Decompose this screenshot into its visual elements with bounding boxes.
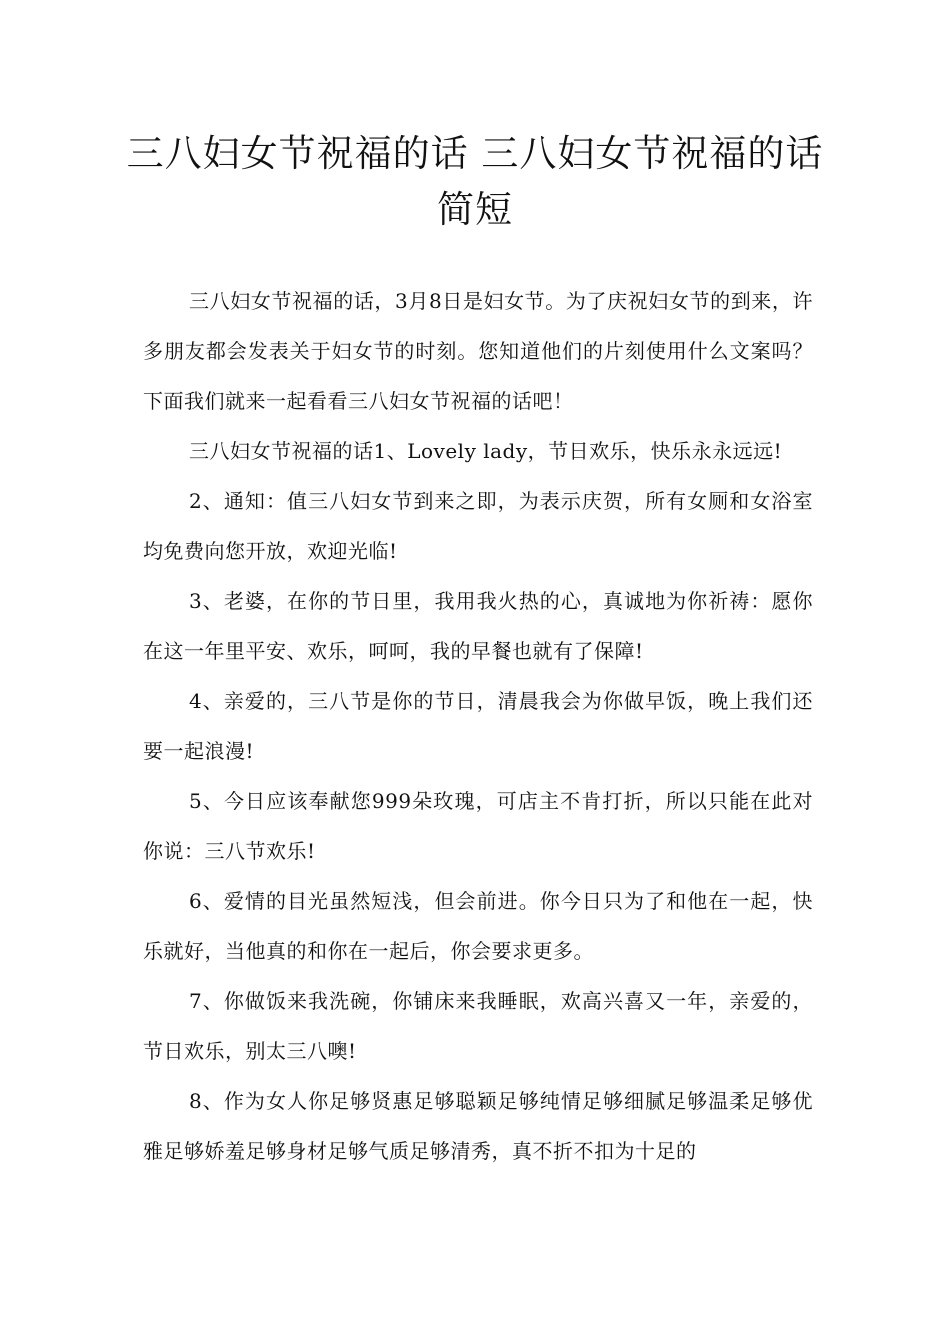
paragraph-1: 三八妇女节祝福的话1、Lovely lady，节日欢乐，快乐永永远远! [189, 439, 783, 463]
document-title: 三八妇女节祝福的话 三八妇女节祝福的话简短 [126, 132, 824, 231]
paragraph-2: 2、通知：值三八妇女节到来之即，为表示庆贺，所有女厕和女浴室均免费向您开放，欢迎光临! [143, 489, 813, 563]
paragraph-7: 7、你做饭来我洗碗，你铺床来我睡眠，欢高兴喜又一年，亲爱的，节日欢乐，别太三八噢! [143, 989, 813, 1063]
paragraph-4: 4、亲爱的，三八节是你的节日，清晨我会为你做早饭，晚上我们还要一起浪漫! [143, 689, 813, 763]
paragraph-5: 5、今日应该奉献您999朵玫瑰，可店主不肯打折，所以只能在此对你说：三八节欢乐! [143, 789, 813, 863]
paragraph-8: 8、作为女人你足够贤惠足够聪颖足够纯情足够细腻足够温柔足够优雅足够娇羞足够身材足够气质足够清秀，真不折不扣为十足的 [143, 1089, 813, 1163]
paragraph-6: 6、爱情的目光虽然短浅，但会前进。你今日只为了和他在一起，快乐就好，当他真的和你在一起后，你会要求更多。 [143, 889, 813, 963]
document-body [143, 276, 813, 1176]
paragraph-3: 3、老婆，在你的节日里，我用我火热的心，真诚地为你祈祷：愿你在这一年里平安、欢乐，呵呵，我的早餐也就有了保障! [143, 589, 813, 663]
paragraph-intro: 三八妇女节祝福的话，3月8日是妇女节。为了庆祝妇女节的到来，许多朋友都会发表关于妇女节的时刻。您知道他们的片刻使用什么文案吗？下面我们就来一起看看三八妇女节祝福的话吧！ [143, 289, 813, 413]
